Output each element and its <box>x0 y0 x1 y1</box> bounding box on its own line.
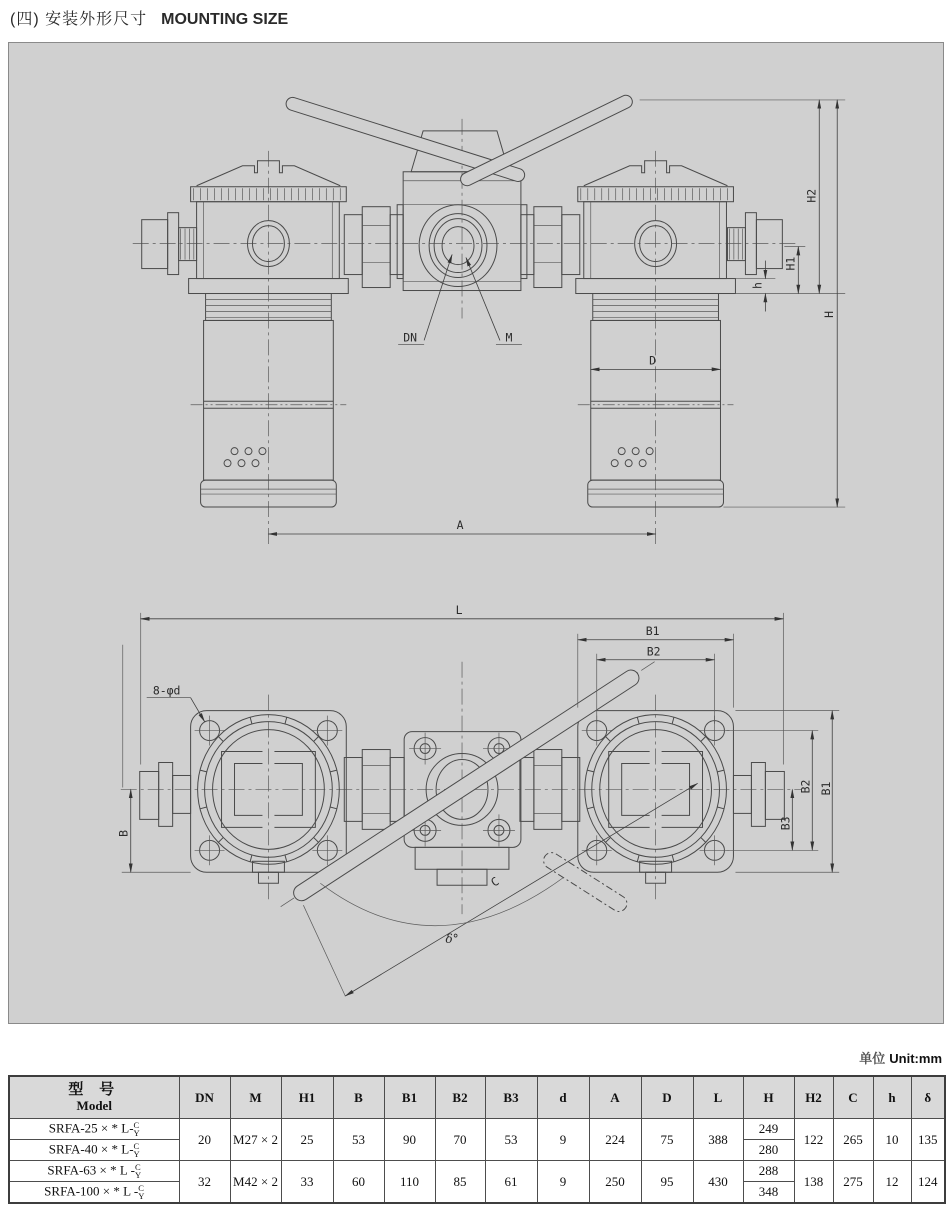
value-H: 280 <box>743 1140 794 1161</box>
col-header-delta: δ <box>911 1076 945 1119</box>
value-B2: 70 <box>435 1119 485 1161</box>
valve-handle-front <box>284 93 634 188</box>
left-coupling-front <box>344 207 403 288</box>
page-title-cn: (四) 安装外形尺寸 <box>10 11 148 28</box>
model-cell: SRFA-25 × * L-C Y <box>9 1119 179 1140</box>
unit-note-en: Unit:mm <box>889 1051 942 1066</box>
col-header-B1: B1 <box>384 1076 435 1119</box>
value-B3: 61 <box>485 1161 537 1204</box>
model-cell: SRFA-63 × * L -C Y <box>9 1161 179 1182</box>
value-d: 9 <box>537 1119 589 1161</box>
dim-label-M: M <box>505 330 513 345</box>
col-header-B: B <box>333 1076 384 1119</box>
value-A: 250 <box>589 1161 641 1204</box>
dim-label-H1: H1 <box>783 256 798 271</box>
value-B2: 85 <box>435 1161 485 1204</box>
right-coupling-front <box>521 207 580 288</box>
page-title-en: MOUNTING SIZE <box>161 11 289 28</box>
value-M: M42 × 2 <box>230 1161 281 1204</box>
value-delta: 135 <box>911 1119 945 1161</box>
value-d: 9 <box>537 1161 589 1204</box>
dim-label-D: D <box>649 353 657 368</box>
front-view <box>133 93 845 545</box>
col-header-model: 型 号 Model <box>9 1076 179 1119</box>
value-A: 224 <box>589 1119 641 1161</box>
value-B1: 110 <box>384 1161 435 1204</box>
value-H2: 122 <box>794 1119 833 1161</box>
col-header-A: A <box>589 1076 641 1119</box>
model-cell: SRFA-100 × * L -C Y <box>9 1182 179 1204</box>
value-B: 53 <box>333 1119 384 1161</box>
mounting-drawing-panel <box>8 42 944 1024</box>
value-B: 60 <box>333 1161 384 1204</box>
value-B1: 90 <box>384 1119 435 1161</box>
value-H: 348 <box>743 1182 794 1204</box>
dim-label-delta: δ° <box>445 932 459 947</box>
plan-dimensions <box>122 613 839 996</box>
dim-label-B1-right: B1 <box>819 781 834 796</box>
bolt-pattern-note: 8-φd <box>152 683 181 698</box>
value-L: 388 <box>693 1119 743 1161</box>
value-h: 10 <box>873 1119 911 1161</box>
page-title <box>10 6 288 29</box>
table-header-row <box>9 1076 945 1119</box>
dim-label-h: h <box>750 282 765 289</box>
value-M: M27 × 2 <box>230 1119 281 1161</box>
dim-label-L: L <box>455 602 463 617</box>
value-C: 265 <box>833 1119 873 1161</box>
col-header-L: L <box>693 1076 743 1119</box>
left-port-plan <box>140 763 191 827</box>
unit-note-cn: 单位 <box>859 1051 886 1066</box>
dim-label-B1-top: B1 <box>645 623 660 638</box>
drain-holes <box>224 448 266 467</box>
value-H: 288 <box>743 1161 794 1182</box>
col-header-B2: B2 <box>435 1076 485 1119</box>
right-port-plan <box>733 763 784 827</box>
col-header-H2: H2 <box>794 1076 833 1119</box>
value-C: 275 <box>833 1161 873 1204</box>
dim-label-H: H <box>822 311 837 318</box>
value-D: 75 <box>641 1119 693 1161</box>
dim-label-B2-top: B2 <box>646 644 661 659</box>
plan-view <box>117 603 839 996</box>
unit-note <box>859 1048 942 1067</box>
value-B3: 53 <box>485 1119 537 1161</box>
filter-plan <box>191 695 347 900</box>
value-H1: 25 <box>281 1119 333 1161</box>
filter-plan-right <box>578 695 734 900</box>
value-DN: 20 <box>179 1119 230 1161</box>
value-D: 95 <box>641 1161 693 1204</box>
value-H2: 138 <box>794 1161 833 1204</box>
dim-label-B3-right: B3 <box>778 816 793 831</box>
table-row <box>9 1119 945 1140</box>
dim-label-A: A <box>456 518 464 533</box>
valve-handle-plan <box>291 667 642 914</box>
col-header-H1: H1 <box>281 1076 333 1119</box>
mounting-drawing <box>9 43 943 1023</box>
value-h: 12 <box>873 1161 911 1204</box>
filter-front <box>189 151 349 545</box>
col-header-B3: B3 <box>485 1076 537 1119</box>
col-header-H: H <box>743 1076 794 1119</box>
value-DN: 32 <box>179 1161 230 1204</box>
dim-label-B: B <box>116 829 131 837</box>
mounting-size-table <box>8 1075 946 1204</box>
col-header-DN: DN <box>179 1076 230 1119</box>
dim-label-DN: DN <box>403 330 418 345</box>
col-header-h: h <box>873 1076 911 1119</box>
filter-front-right <box>576 151 736 545</box>
dim-label-H2: H2 <box>804 188 819 203</box>
value-L: 430 <box>693 1161 743 1204</box>
dim-label-C: C <box>488 874 502 890</box>
table-row <box>9 1161 945 1182</box>
col-header-d: d <box>537 1076 589 1119</box>
value-delta: 124 <box>911 1161 945 1204</box>
value-H: 249 <box>743 1119 794 1140</box>
col-header-M: M <box>230 1076 281 1119</box>
model-cell: SRFA-40 × * L-C Y <box>9 1140 179 1161</box>
value-H1: 33 <box>281 1161 333 1204</box>
front-dimensions <box>268 100 845 534</box>
col-header-C: C <box>833 1076 873 1119</box>
dim-label-B2-right: B2 <box>798 779 813 794</box>
col-header-D: D <box>641 1076 693 1119</box>
